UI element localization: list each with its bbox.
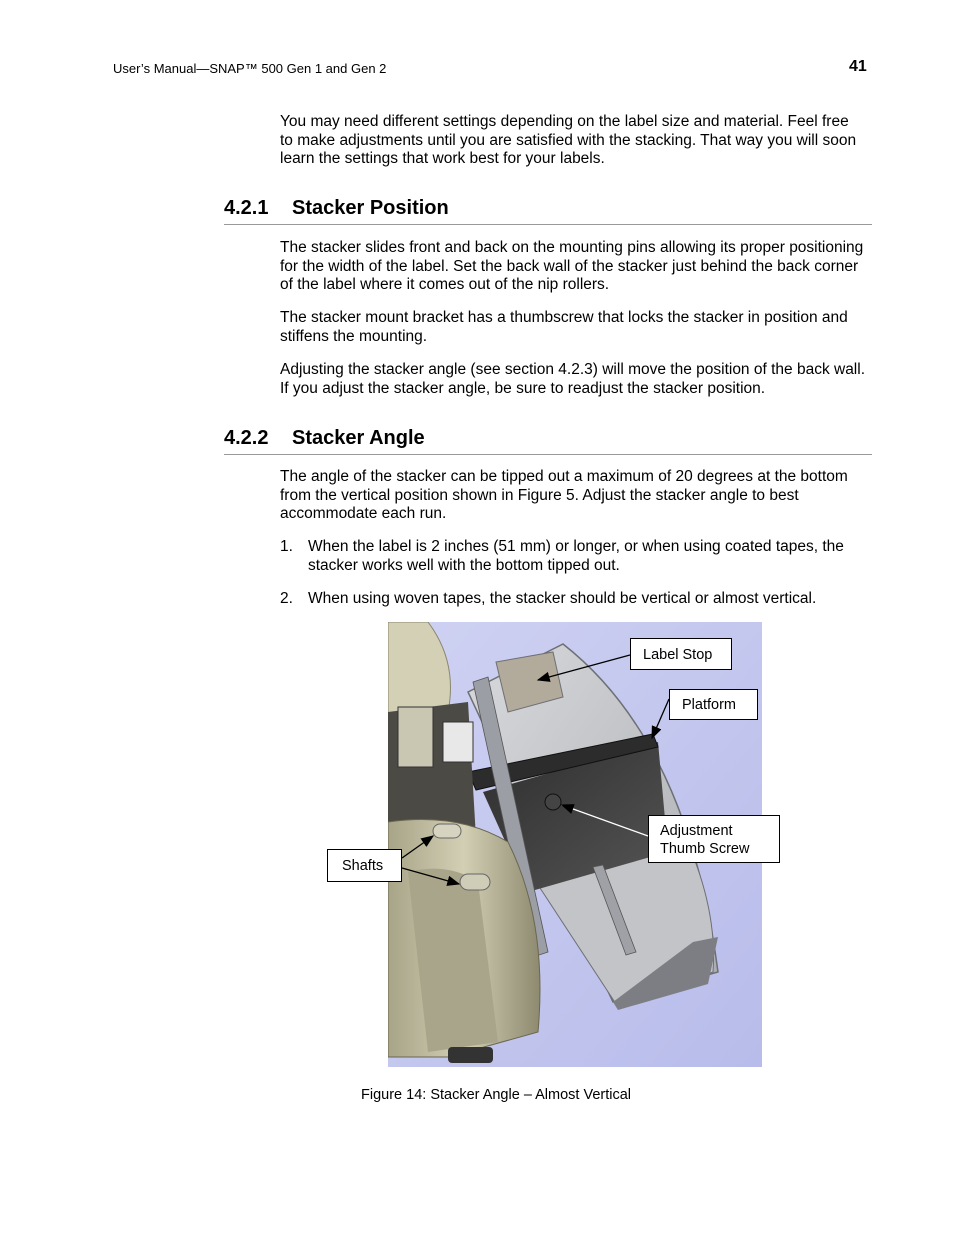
mechanism-block — [398, 707, 433, 767]
list-index: 2. — [280, 590, 293, 607]
callout-text: Label Stop — [643, 647, 713, 663]
section-title: Stacker Angle — [292, 427, 425, 449]
callout-platform — [669, 689, 758, 720]
list-text: When using woven tapes, the stacker should be vertical or almost vertical. — [308, 590, 817, 607]
stacker-position-paragraph-1: The stacker slides front and back on the mounting pins allowing its proper positioning for the width of the label. Set the back wall of the stacker just behind the back corner of the label where it comes out of the nip rollers. — [280, 239, 864, 293]
callout-text-line2: Thumb Screw — [660, 841, 750, 857]
lower-shaft — [460, 874, 490, 890]
stacker-angle-paragraph: The angle of the stacker can be tipped out a maximum of 20 degrees at the bottom from the vertical position shown in Figure 5. Adjust the stacker angle to best accommodate each run. — [280, 468, 848, 522]
section-heading-stacker-angle — [224, 427, 872, 455]
section-title: Stacker Position — [292, 197, 449, 219]
page-number: 41 — [849, 58, 867, 75]
callout-shafts — [327, 849, 402, 882]
upper-shaft — [433, 824, 461, 838]
machine-foot — [448, 1047, 493, 1063]
section-number: 4.2.2 — [224, 427, 269, 449]
list-item — [280, 538, 865, 575]
stacker-position-paragraph-2: The stacker mount bracket has a thumbscrew that locks the stacker in position and stiffens the mounting. — [280, 309, 848, 345]
figure-caption: Figure 14: Stacker Angle – Almost Vertical — [361, 1087, 631, 1103]
thumb-screw — [545, 794, 561, 810]
list-text: When the label is 2 inches (51 mm) or longer, or when using coated tapes, the stacker works well with the bottom tipped out. — [308, 538, 844, 574]
section-heading-stacker-position — [224, 197, 872, 225]
callout-text-line1: Adjustment — [660, 823, 733, 839]
stacker-position-paragraph-3: Adjusting the stacker angle (see section 4.2.3) will move the position of the back wall. If you adjust the stacker angle, be sure to readjust the stacker position. — [280, 361, 866, 397]
mechanism-plate — [443, 722, 473, 762]
intro-paragraph: You may need different settings depending on the label size and material. Feel free to make adjustments until you are satisfied with the stacking. That way you will soon learn the settings that work best for your labels. — [280, 113, 857, 167]
running-header: User’s Manual—SNAP™ 500 Gen 1 and Gen 2 — [113, 61, 387, 76]
callout-adjustment-thumb-screw — [648, 815, 780, 863]
section-number: 4.2.1 — [224, 197, 269, 219]
callout-text: Shafts — [342, 858, 384, 874]
callout-label-stop — [630, 638, 732, 670]
callout-text: Platform — [682, 697, 736, 713]
list-index: 1. — [280, 538, 293, 555]
list-item — [280, 590, 865, 609]
